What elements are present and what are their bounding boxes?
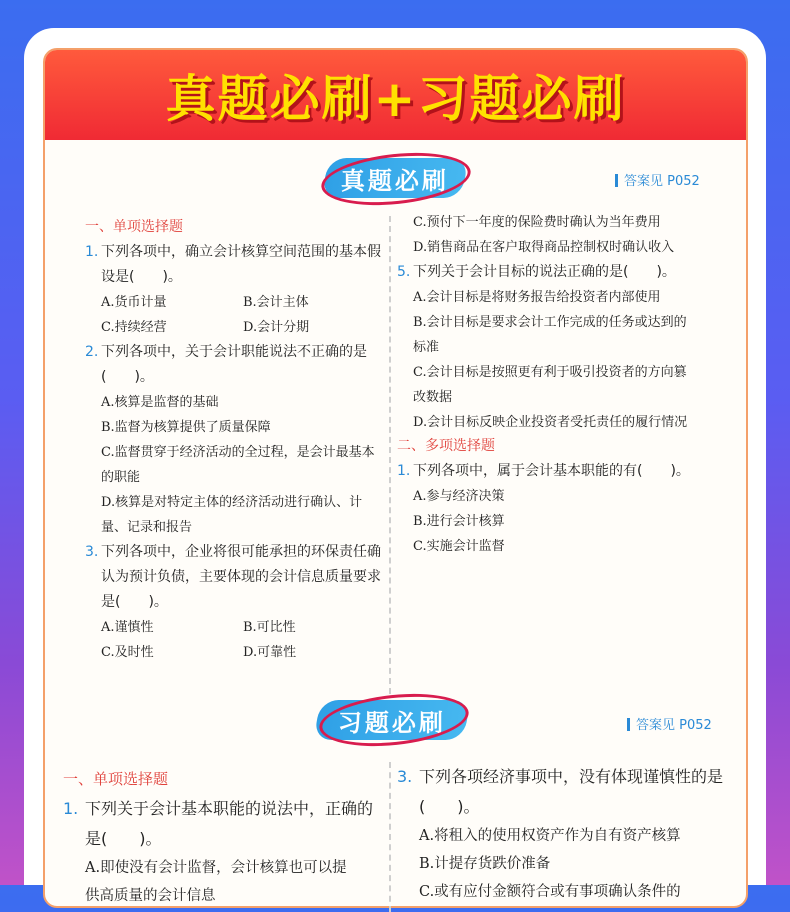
question: 5. 下列关于会计目标的说法正确的是( )。 — [397, 264, 676, 280]
answer-reference: 答案见 P052 — [615, 170, 700, 189]
question: 1. 下列关于会计基本职能的说法中，正确的是( )。 — [63, 799, 374, 848]
options-row: C.持续经营 D.会计分期 — [101, 320, 310, 335]
right-column — [397, 210, 697, 559]
question: 1. 下列各项中，属于会计基本职能的有( )。 — [397, 463, 690, 479]
option: C.实施会计监督 — [413, 539, 505, 554]
question: 3. 下列各项经济事项中，没有体现谨慎性的是( )。 — [397, 767, 724, 816]
content-card — [24, 28, 766, 904]
option: A.会计目标是将财务报告给投资者内部使用 — [413, 290, 661, 305]
column-divider — [389, 762, 391, 912]
option: B.进行会计核算 — [413, 514, 505, 529]
column-divider — [389, 216, 391, 694]
options-row: C.及时性 D.可靠性 — [101, 645, 297, 660]
answer-reference: 答案见 P052 — [627, 714, 712, 733]
option: B.监督为核算提供了质量保障 — [101, 420, 271, 435]
option: D.会计目标反映企业投资者受托责任的履行情况 — [413, 415, 688, 430]
option: A.参与经济决策 — [413, 489, 505, 504]
left-column — [63, 766, 381, 910]
section-heading-label: 习题必刷 — [338, 708, 446, 737]
question: 3. 下列各项中，企业将很可能承担的环保责任确认为预计负债，主要体现的会计信息质量要求是( )。 — [85, 544, 381, 610]
option: C.会计目标是按照更有利于吸引投资者的方向篡改数据 — [413, 365, 687, 405]
option: C.或有应付金额符合或有事项确认条件的 — [419, 884, 681, 900]
title-banner — [45, 50, 746, 140]
section-title: 一、单项选择题 — [85, 219, 183, 235]
option: C.监督贯穿于经济活动的全过程，是会计最基本的职能 — [101, 445, 375, 485]
highlight-circle — [317, 687, 471, 752]
options-row: A.货币计量 B.会计主体 — [101, 295, 309, 310]
options-row: A.谨慎性 B.可比性 — [101, 620, 296, 635]
question: 2. 下列各项中，关于会计职能说法不正确的是( )。 — [85, 344, 367, 385]
section-heading-label: 真题必刷 — [341, 166, 449, 195]
option: B.计提存货跌价准备 — [419, 856, 551, 872]
highlight-circle — [319, 146, 473, 211]
option: D.核算是对特定主体的经济活动进行确认、计量、记录和报告 — [101, 495, 363, 535]
question: 1. 下列各项中，确立会计核算空间范围的基本假设是( )。 — [85, 244, 381, 285]
option: D.销售商品在客户取得商品控制权时确认收入 — [413, 240, 675, 255]
option: A.将租入的使用权资产作为自有资产核算 — [419, 828, 681, 844]
option: A.即使没有会计监督，会计核算也可以提 — [85, 860, 347, 876]
book-frame — [43, 48, 748, 908]
option: B.会计目标是要求会计工作完成的任务或达到的标准 — [413, 315, 687, 355]
right-column — [397, 762, 727, 906]
section-title: 二、多项选择题 — [397, 438, 495, 454]
option: A.核算是监督的基础 — [101, 395, 219, 410]
banner-title: 真题必刷+习题必刷 — [165, 70, 626, 128]
section-title: 一、单项选择题 — [63, 770, 169, 788]
option: 供高质量的会计信息 — [85, 888, 216, 904]
option: C.预付下一年度的保险费时确认为当年费用 — [413, 215, 661, 230]
left-column — [85, 216, 385, 665]
